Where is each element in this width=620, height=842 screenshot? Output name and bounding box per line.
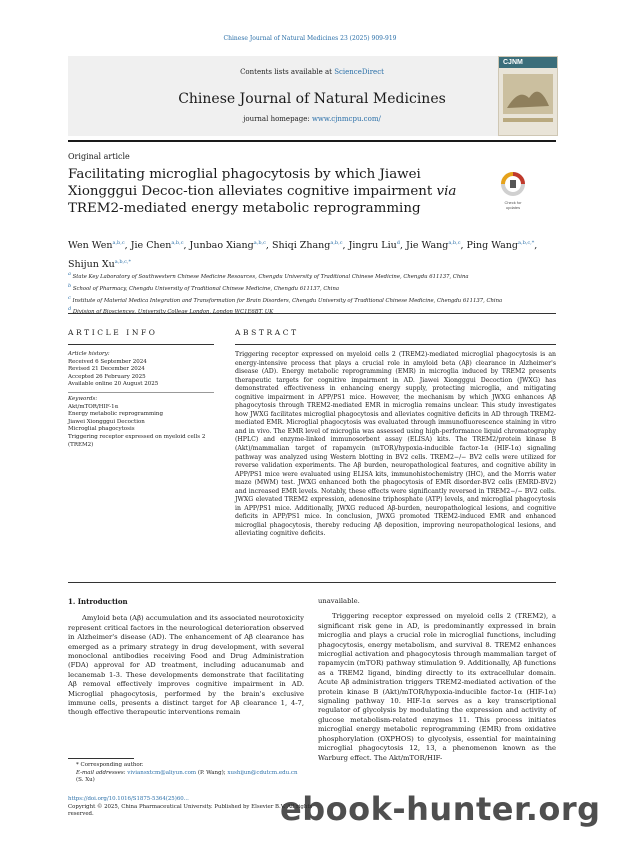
info-separator [68,392,214,393]
paragraph: Triggering receptor expressed on myeloid cells 2 (TREM2), a significant risk gene in AD, is predominantly expressed in brain microglia and plays a crucial role in microglial functions, including phagocytosis, energy metabolism, and survival 8. TREM2 enhances microglial activation and phagocytosis through mammalian target of rapamycin (mTOR) pathway stimulation 9. Additionally, Aβ functions as a TREM2 ligand, binding directly to its extracellular domain. Acute Aβ administration triggers TREM2-mediated activation of the protein kinase B (Akt)/mTOR/hypoxia-inducible factor-1α (HIF-1α) signaling pathway 10. HIF-1α serves as a key transcriptional regulator of glycolysis by modulating the expression and activity of glucose metabolism-related enzymes 11. This process initiates microglial energy metabolic reprogramming (EMR) from oxidative phosphorylation (OXPHOS) to glycolysis, essential for maintaining microglial phagocytosis 12, 13, a phenomenon known as the Warburg effect. The Akt/mTOR/HIF- [318,612,556,762]
cover-art-icon [499,68,557,128]
author-name[interactable]: Junbao Xiang [189,240,254,252]
footnote-rule [68,758,134,759]
paragraph-continuation: unavailable. [318,597,360,605]
journal-citation[interactable]: Chinese Journal of Natural Medicines 23 (2025) 909-919 [223,35,397,42]
doi-link[interactable]: https://doi.org/10.1016/S1875-5364(25)60... [68,796,189,802]
info-rule [68,344,214,345]
author-affiliation-mark: a,b,c [330,240,343,246]
author-name[interactable]: Jingru Liu [348,240,397,252]
article-title: Facilitating microglial phagocytosis by which Jiawei Xiongggui Decoc-tion alleviates cognitive impairment via TREM2-mediated energy metabolic reprogramming [68,167,457,216]
keyword: Akt/mTOR/HIF-1α [68,403,119,410]
section-heading: 1. Introduction [68,597,128,606]
email-link[interactable]: viviansxtcm@aliyun.com [127,769,197,776]
keyword: Energy metabolic reprogramming [68,411,163,418]
author-affiliation-mark: a,b,c [171,240,184,246]
author-name[interactable]: Jie Wang [406,240,449,252]
article-info-heading: ARTICLE INFO [68,328,158,337]
history-item: Received 6 September 2024 [68,358,147,365]
body-rule [68,582,556,583]
watermark: ebook-hunter.org [280,790,601,828]
keywords-list [68,404,214,450]
affiliation: $^a$ State Key Laboratory of Southwestern Chinese Medicine Resources, Chengdu University of Traditional Chinese Medicine, Chengdu 611137, China [68,271,469,280]
affiliation-mark: d [68,306,72,313]
history-item: Revised 21 December 2024 [68,366,145,373]
affiliation: $^b$ School of Pharmacy, Chengdu University of Traditional Chinese Medicine, Chengdu 611137, China [68,282,340,292]
check-for-updates-badge[interactable]: Check for updates [497,172,529,206]
affiliation-rule [68,313,556,314]
keywords-label: Keywords: [68,395,98,402]
header-rule [68,140,556,142]
cover-title: CJNM [499,57,557,68]
author-affiliation-mark: a,b,c [253,240,266,246]
footnote [68,758,304,785]
homepage-link[interactable]: www.cjnmcpu.com/ [311,115,381,123]
journal-title: Chinese Journal of Natural Medicines [178,91,446,107]
affiliation-mark: c [68,294,71,301]
affiliation [68,305,558,317]
affiliation-mark: b [68,282,72,289]
affiliation: $^c$ Institute of Material Medica Integration and Transformation for Brain Disorders, Chengdu University of Traditional Chinese Medicine, Chengdu 611137, China [68,294,503,304]
article-type: Original article [68,152,130,161]
article-info [68,351,214,449]
history-label: Article history: [68,351,110,357]
author-affiliation-mark: a,b,c,* [114,259,131,266]
keyword: Microglial phagocytosis [68,426,135,433]
check-updates-icon [497,172,529,196]
body-column-left [68,597,304,718]
keyword: Jiawei Xiongggui Decoction [68,418,145,425]
abstract-text: Triggering receptor expressed on myeloid cells 2 (TREM2)-mediated microglial phagocytosis is an energy-intensive process that plays a crucial role in amyloid beta (Aβ) clearance in Alzheimer's disease (AD). Energy metabolic reprogramming (EMR) in microglia induced by TREM2 presents therapeutic targets for cognitive impairment in AD. Jiawei Xiongggui Decoction (JWXG) has demonstrated effectiveness in enhancing energy supply, protecting microglia, and mitigating cognitive impairment in APP/PS1 mice. However, the mechanism by which JWXG enhances Aβ phagocytosis through TREM2-mediated EMR in microglia remains unclear. This study investigates how JWXG facilitates microglial phagocytosis and alleviates cognitive deficits in AD through TREM2-mediated EMR. Microglial phagocytosis was evaluated through immunofluorescence staining in vitro and in vivo. The EMR level of microglia was assessed using high-performance liquid chromatography (HPLC) and enzyme-linked immunosorbent assay (ELISA) kits. The TREM2/protein kinase B (Akt)/mammalian target of rapamycin (mTOR)/hypoxia-inducible factor-1α (HIF-1α) signaling pathway was analyzed using Western blotting in BV2 cells. TREM2−/− BV2 cells were utilized for reverse validation experiments. The Aβ burden, neuropathological features, and cognitive ability in APP/PS1 mice were evaluated using ELISA kits, immunohistochemistry (IHC), and the Morris water maze (MWM) test. JWXG enhanced both the phagocytosis of EMR disorder-BV2 cells (EMRD-BV2) and increased EMR levels. Notably, these effects were significantly reversed in TREM2−/− BV2 cells. JWXG elevated TREM2 expression, adenosine triphosphate (ATP) levels, and microglial phagocytosis in APP/PS1 mice. Additionally, JWXG reduced Aβ-burden, neuropathological lesions, and cognitive deficits in APP/PS1 mice. In conclusion, JWXG promoted TREM2-induced EMR and enhanced microglial phagocytosis, thereby reducing Aβ deposition, improving neuropathological lesions, and alleviating cognitive deficits. [235,351,556,538]
author-name[interactable]: Shiqi Zhang [271,240,331,252]
copyright: Copyright © 2025, China Pharmaceutical University. Published by Elsevier B.V. All rights reserved. [68,803,313,818]
author-affiliation-mark: a,b,c [112,240,125,246]
author-name[interactable]: Wen Wen [68,240,113,252]
paragraph: Amyloid beta (Aβ) accumulation and its associated neurotoxicity represent critical factors in the neurological deterioration observed in Alzheimer's disease (AD). The enhancement of Aβ clearance has emerged as a primary strategy in drug development, with several monoclonal antibodies receiving Food and Drug Administration (FDA) approval for AD treatment, including aducanumab and lecanemab 1-3. These developments demonstrate that facilitating Aβ removal effectively improves cognitive impairment in AD. Microglial phagocytosis, performed by the brain's exclusive immune cells, presents a distinct target for Aβ clearance 1, 4-7, though effective therapeutic interventions remain [68,614,304,717]
journal-cover-image [498,56,558,136]
author-list: Wen Wen$^{a,b,c}$, Jie Chen$^{a,b,c}$, Junbao Xiang$^{a,b,c}$, Shiqi Zhang$^{a,b,c}$, Jingru Liu$^d$, Jie Wang$^{a,b,c}$, Ping Wang$^{a,b,c,*}$, Shijun $Xu^{a,b,c,*}$ [68,240,538,271]
sciencedirect-link[interactable]: ScienceDirect [334,68,384,76]
affiliation-mark: a [68,271,71,277]
journal-banner [68,56,556,136]
abstract-heading: ABSTRACT [235,328,299,337]
author-name[interactable]: Jie Chen [130,240,172,252]
history-item: Available online 20 August 2025 [68,381,159,388]
history-list [68,359,214,389]
body-column-right [318,597,556,763]
author-affiliation-mark: a,b,c [448,240,461,246]
affiliations [68,270,558,317]
corresponding-author: * Corresponding author. [76,762,144,768]
author-affiliation-mark: d [396,240,400,246]
author-name[interactable]: Ping Wang [466,240,518,252]
email-line: E-mail addresses: viviansxtcm@aliyun.com (P. Wang); xushijun@cdutcm.edu.cn (S. Xu) [76,769,298,784]
author-name[interactable]: Shijun Xu [68,259,115,271]
contents-line: Contents lists available at ScienceDirect [240,68,384,76]
keyword: Triggering receptor expressed on myeloid cells 2 (TREM2) [68,433,206,448]
homepage-line: journal homepage: www.cjnmcpu.com/ [243,115,381,123]
author-affiliation-mark: a,b,c,* [518,240,535,246]
history-item: Accepted 26 February 2025 [68,373,146,380]
abstract-rule [235,344,556,345]
email-link[interactable]: xushijun@cdutcm.edu.cn [227,769,298,776]
